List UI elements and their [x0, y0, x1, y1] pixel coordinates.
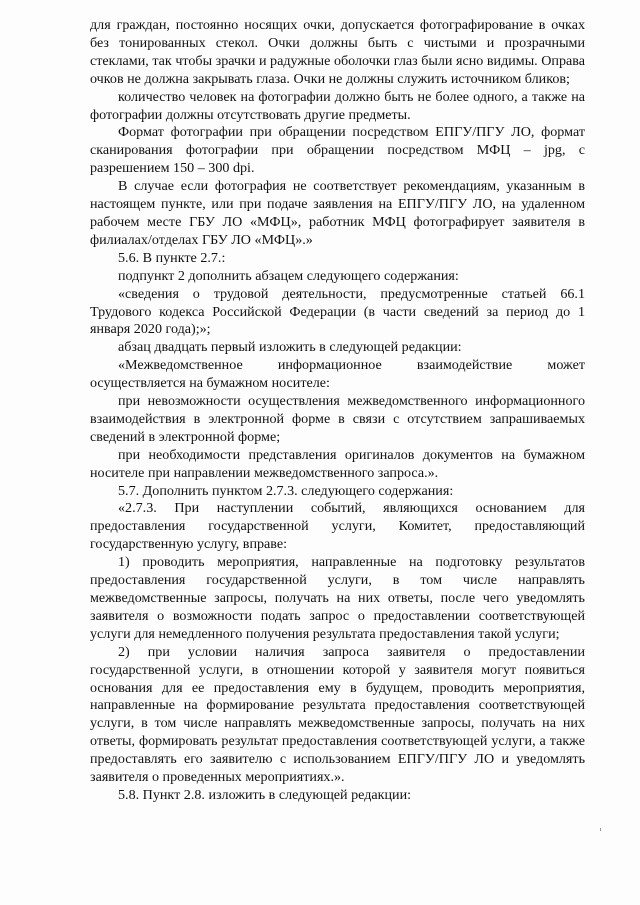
paragraph-photo-noncompliance: В случае если фотография не соответствует рекомендациям, указанным в настоящем пункте, или при подаче заявления на ЕПГУ/ПГУ ЛО, на удаленном рабочем месте ГБУ ЛО «МФЦ», работник МФЦ фотографирует заявителя в филиалах/отделах ГБУ ЛО «МФЦ».» [90, 178, 585, 248]
paragraph-impossibility: при невозможности осуществления межведомственного информационного взаимодействия в электронной форме в связи с отсутствием запрашиваемых сведений в электронной форме; [90, 393, 585, 445]
paragraph-2-7-3: «2.7.3. При наступлении событий, являющихся основанием для предоставления государственной услуги, Комитет, предоставляющий государственную услугу, вправе: [90, 500, 585, 553]
paragraph-item-2: 2) при условии наличия запроса заявителя о предоставлении государственной услуги, в отношении которой у заявителя могут появиться основания для ее предоставления ему в будущем, проводить мероприятия, направленные на формирование результата предоставления соответствующей услуги, в том числе направлять межведомственные запросы, получать на них ответы, формировать результат предоставления соответствующей услуги, а также предоставлять его заявителю с использованием ЕПГУ/ПГУ ЛО и уведомлять заявителя о проведенных мероприятиях.». [90, 643, 585, 786]
paragraph-glasses: для граждан, постоянно носящих очки, допускается фотографирование в очках без тонированных стекол. Очки должны быть с чистыми и прозрачными стеклами, так чтобы зрачки и радужные оболочки глаз были ясно видимы. Оправа очков не должна закрывать глаза. Очки не должны служить источником бликов; [90, 17, 585, 87]
paragraph-5-7-heading: 5.7. Дополнить пунктом 2.7.3. следующего содержания: [118, 482, 454, 499]
paragraph-labor-info: «сведения о трудовой деятельности, предусмотренные статьей 66.1 Трудового кодекса Российской Федерации (в части сведений за период до 1 января 2020 года);»; [90, 285, 585, 338]
paragraph-originals: при необходимости представления оригиналов документов на бумажном носителе при направлении межведомственного запроса.». [90, 446, 585, 481]
paragraph-interagency-paper: «Межведомственное информационное взаимодействие может осуществляется на бумажном носителе: [90, 357, 585, 392]
paragraph-twenty-first: абзац двадцать первый изложить в следующей редакции: [118, 339, 462, 356]
scan-speck [600, 828, 601, 831]
paragraph-people-count: количество человек на фотографии должно быть не более одного, а также на фотографии должны отсутствовать другие предметы. [90, 88, 585, 123]
paragraph-5-6-heading: 5.6. В пункте 2.7.: [118, 249, 226, 266]
paragraph-5-8-heading: 5.8. Пункт 2.8. изложить в следующей редакции: [118, 786, 412, 803]
paragraph-photo-format: Формат фотографии при обращении посредством ЕПГУ/ПГУ ЛО, формат сканирования фотографии при обращении посредством МФЦ – jpg, с разрешением 150 – 300 dpi. [90, 124, 585, 177]
document-body [90, 17, 585, 805]
paragraph-item-1: 1) проводить мероприятия, направленные на подготовку результатов предоставления государственной услуги, в том числе направлять межведомственные запросы, получать на них ответы, после чего уведомлять заявителя о возможности подать запрос о предоставлении соответствующей услуги для немедленного получения результата предоставления такой услуги; [90, 554, 585, 642]
paragraph-subitem-2: подпункт 2 дополнить абзацем следующего содержания: [118, 267, 459, 284]
